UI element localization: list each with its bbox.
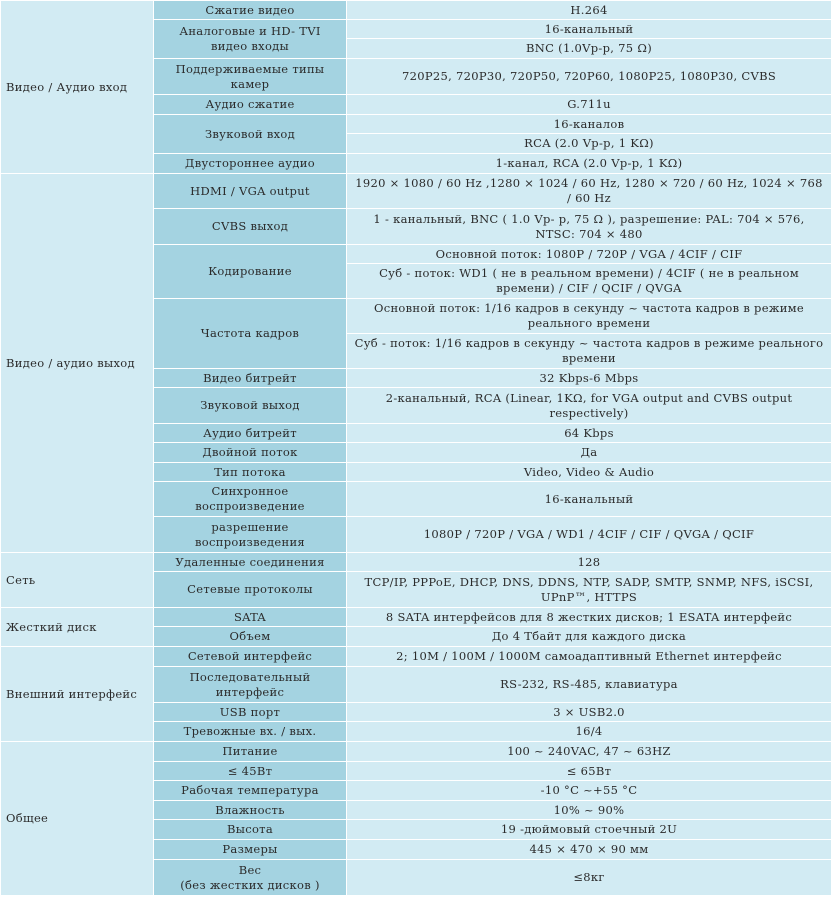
spec-value: G.711u — [347, 95, 831, 115]
spec-value: 2-канальный, RCA (Linear, 1KΩ, for VGA output and CVBS output respectively) — [347, 388, 831, 424]
spec-value: H.264 — [347, 1, 831, 20]
spec-value: ≤ 65Вт — [347, 762, 831, 781]
spec-name: SATA — [154, 608, 347, 627]
spec-name: Видео битрейт — [154, 369, 347, 388]
spec-name: Двойной поток — [154, 443, 347, 463]
spec-name: Звуковой вход — [154, 115, 347, 154]
spec-name: HDMI / VGA output — [154, 174, 347, 209]
spec-name: Аналоговые и HD- TVI видео входы — [154, 20, 347, 59]
spec-value: 1 - канальный, BNC ( 1.0 Vp- p, 75 Ω ), разрешение: PAL: 704 × 576, NTSC: 704 × 480 — [347, 209, 831, 245]
spec-name: Сетевые протоколы — [154, 572, 347, 608]
spec-name: USB порт — [154, 703, 347, 722]
spec-value: 3 × USB2.0 — [347, 703, 831, 722]
spec-value: Основной поток: 1/16 кадров в секунду ~ частота кадров в режиме реального времени — [347, 299, 831, 334]
group-video-audio-in: Видео / Аудио вход — [1, 1, 154, 174]
spec-name: Тип потока — [154, 463, 347, 482]
spec-value: Video, Video & Audio — [347, 463, 831, 482]
spec-value: 1-канал, RCA (2.0 Vp-p, 1 KΩ) — [347, 154, 831, 174]
spec-name-weight — [154, 860, 347, 896]
spec-value: 445 × 470 × 90 мм — [347, 840, 831, 860]
spec-name: Синхронное воспроизведение — [154, 482, 347, 517]
spec-value: 8 SATA интерфейсов для 8 жестких дисков; 1 ESATA интерфейс — [347, 608, 831, 627]
spec-value: BNC (1.0Vp-p, 75 Ω) — [347, 39, 831, 59]
spec-value: 720P25, 720P30, 720P50, 720P60, 1080P25, 1080P30, CVBS — [347, 59, 831, 95]
spec-value: 16-каналов — [347, 115, 831, 134]
weight-note: (без жестких дисков ) — [180, 877, 320, 892]
spec-name: Тревожные вх. / вых. — [154, 722, 347, 742]
spec-name: Рабочая температура — [154, 781, 347, 801]
spec-name: Двустороннее аудио — [154, 154, 347, 174]
spec-name: CVBS выход — [154, 209, 347, 245]
spec-name: Сжатие видео — [154, 1, 347, 20]
spec-name: Поддерживаемые типы камер — [154, 59, 347, 95]
weight-label: Вес — [238, 862, 262, 877]
spec-name: Последовательный интерфейс — [154, 667, 347, 703]
spec-value: -10 °C ~+55 °C — [347, 781, 831, 801]
spec-value: RCA (2.0 Vp-p, 1 KΩ) — [347, 134, 831, 154]
spec-value: 16/4 — [347, 722, 831, 742]
spec-name: Питание — [154, 742, 347, 762]
spec-value: 32 Kbps-6 Mbps — [347, 369, 831, 388]
spec-name: Звуковой выход — [154, 388, 347, 424]
spec-value: 100 ~ 240VAC, 47 ~ 63HZ — [347, 742, 831, 762]
spec-value: ≤8кг — [347, 860, 831, 896]
spec-value: Да — [347, 443, 831, 463]
group-network: Сеть — [1, 553, 154, 608]
spec-value: До 4 Тбайт для каждого диска — [347, 627, 831, 647]
spec-value: 16-канальный — [347, 20, 831, 39]
spec-value: 19 -дюймовый стоечный 2U — [347, 820, 831, 840]
spec-value: 1920 × 1080 / 60 Hz ,1280 × 1024 / 60 Hz, 1280 × 720 / 60 Hz, 1024 × 768 / 60 Hz — [347, 174, 831, 209]
spec-name: Удаленные соединения — [154, 553, 347, 572]
spec-value: RS-232, RS-485, клавиатура — [347, 667, 831, 703]
spec-name: разрешение воспроизведения — [154, 517, 347, 553]
group-hdd: Жесткий диск — [1, 608, 154, 647]
spec-name: Влажность — [154, 801, 347, 820]
group-general: Общее — [1, 742, 154, 896]
spec-name: Объем — [154, 627, 347, 647]
spec-name: Размеры — [154, 840, 347, 860]
spec-name: Аудио сжатие — [154, 95, 347, 115]
spec-name: Высота — [154, 820, 347, 840]
spec-name: Сетевой интерфейс — [154, 647, 347, 667]
spec-value: Основной поток: 1080P / 720P / VGA / 4CIF / CIF — [347, 245, 831, 264]
spec-value: TCP/IP, PPPoE, DHCP, DNS, DDNS, NTP, SADP, SMTP, SNMP, NFS, iSCSI, UPnP™, HTTPS — [347, 572, 831, 608]
group-video-audio-out: Видео / аудио выход — [1, 174, 154, 553]
spec-name: ≤ 45Вт — [154, 762, 347, 781]
spec-name: Кодирование — [154, 245, 347, 299]
spec-name: Частота кадров — [154, 299, 347, 369]
spec-name: Аудио битрейт — [154, 424, 347, 443]
group-external: Внешний интерфейс — [1, 647, 154, 742]
spec-value: 16-канальный — [347, 482, 831, 517]
spec-value: 128 — [347, 553, 831, 572]
spec-value: Суб - поток: WD1 ( не в реальном времени) / 4CIF ( не в реальном времени) / CIF / QCIF / QVGA — [347, 264, 831, 299]
spec-value: 10% ~ 90% — [347, 801, 831, 820]
spec-value: 1080P / 720P / VGA / WD1 / 4CIF / CIF / QVGA / QCIF — [347, 517, 831, 553]
spec-value: Суб - поток: 1/16 кадров в секунду ~ частота кадров в режиме реального времени — [347, 334, 831, 369]
spec-value: 2; 10M / 100M / 1000M самоадаптивный Ethernet интерфейс — [347, 647, 831, 667]
spec-value: 64 Kbps — [347, 424, 831, 443]
